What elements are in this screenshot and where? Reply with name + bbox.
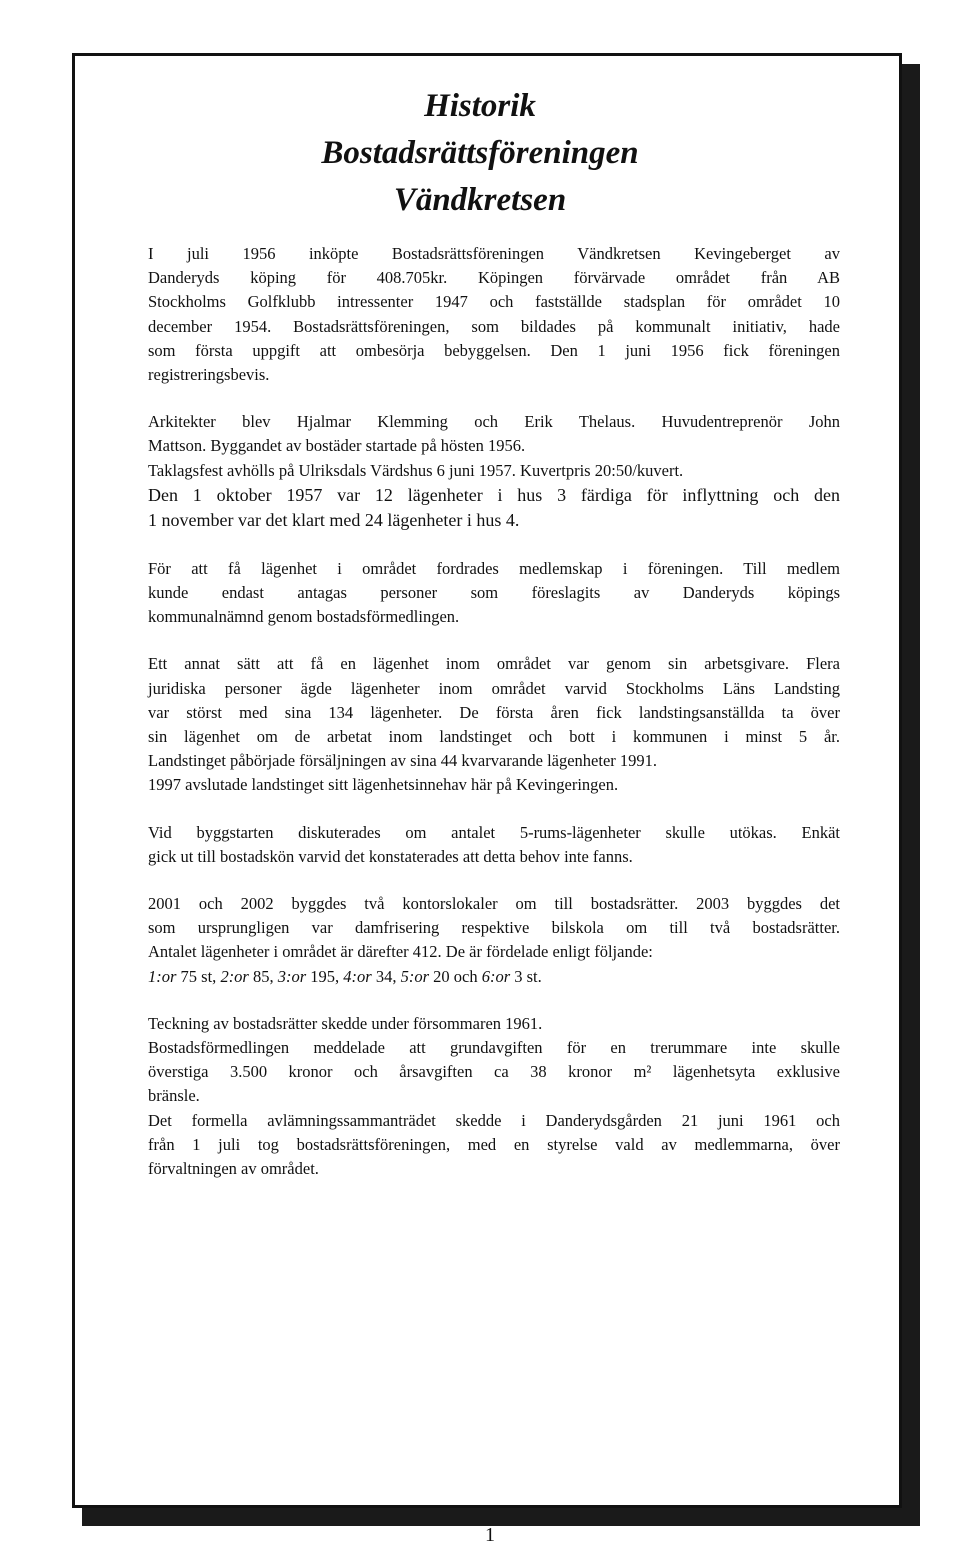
distribution-label: 4:or <box>343 966 372 986</box>
paragraph-membership <box>148 557 840 630</box>
paragraph-five-rooms <box>148 821 840 869</box>
text-line: Antalet lägenheter i området är därefter 412. De är fördelade enligt följande: <box>148 942 653 962</box>
distribution-label: 5:or <box>400 966 429 986</box>
title-line-1: Historik <box>424 88 536 124</box>
distribution-value: 75 st, <box>176 966 221 986</box>
distribution-label: 3:or <box>277 966 307 986</box>
text-line: Den 1 oktober 1957 var 12 lägenheter i hus 3 färdiga för inflyttning och den <box>148 484 840 505</box>
title-line-3: Vändkretsen <box>393 182 567 218</box>
distribution-value: 85, <box>248 966 278 986</box>
text-line: 2001 och 2002 byggdes två kontorslokaler om till bostadsrätter. 2003 byggdes det <box>148 894 840 914</box>
text-line: För att få lägenhet i området fordrades medlemskap i föreningen. Till medlem <box>148 558 840 578</box>
paragraph-conversions <box>148 892 840 989</box>
text-line: kunde endast antagas personer som föreslagits av Danderyds köpings <box>148 583 840 603</box>
text-line: I juli 1956 inköpte Bostadsrättsföreningen Vändkretsen Kevingeberget av <box>148 244 840 263</box>
document-body <box>148 242 840 1204</box>
text-line: Det formella avlämningssammanträdet skedde i Danderydsgården 21 juni 1961 och <box>148 1110 840 1130</box>
text-line: Taklagsfest avhölls på Ulriksdals Värdshus 6 juni 1957. Kuvertpris 20:50/kuvert. <box>148 460 684 480</box>
text-line: Teckning av bostadsrätter skedde under försommaren 1961. <box>148 1013 543 1033</box>
text-line: Ett annat sätt att få en lägenhet inom området var genom sin arbetsgivare. Flera <box>148 654 840 674</box>
text-line: Vid byggstarten diskuterades om antalet 5-rums-lägenheter skulle utökas. Enkät <box>148 822 840 842</box>
distribution-value: 195, <box>306 966 344 986</box>
text-line: juridiska personer ägde lägenheter inom området varvid Stockholms Läns Landsting <box>148 678 840 698</box>
text-line: Stockholms Golfklubb intressenter 1947 och fastställde stadsplan för området 10 <box>148 292 840 312</box>
distribution-value: 3 st. <box>510 966 542 986</box>
distribution-label: 1:or <box>148 966 177 986</box>
text-line: Landstinget påbörjade försäljningen av sina 44 kvarvarande lägenheter 1991. <box>148 751 658 771</box>
paragraph-purchase <box>148 242 840 387</box>
text-line: gick ut till bostadskön varvid det konstaterades att detta behov inte fanns. <box>148 846 633 866</box>
page-number: 1 <box>485 1524 495 1546</box>
text-line: som ursprungligen var damfrisering respektive bilskola om till två bostadsrätter. <box>148 918 840 938</box>
text-line: bränsle. <box>148 1086 200 1106</box>
text-line: var störst med sina 134 lägenheter. De första åren fick landstingsanställda ta över <box>148 702 840 722</box>
text-line: sin lägenhet om de arbetat inom landstinget och bott i kommunen i minst 5 år. <box>148 727 840 747</box>
apartment-distribution-line <box>148 965 840 989</box>
distribution-label: 2:or <box>220 966 249 986</box>
text-line: Danderyds köping för 408.705kr. Köpingen förvärvade området från AB <box>148 268 840 288</box>
text-line: förvaltningen av området. <box>148 1159 319 1179</box>
paragraph-architects <box>148 410 840 534</box>
distribution-label: 6:or <box>481 966 511 986</box>
distribution-value: 34, <box>371 966 401 986</box>
text-line: kommunalnämnd genom bostadsförmedlingen. <box>148 607 460 627</box>
text-line: Bostadsförmedlingen meddelade att grundavgiften för en trerummare inte skulle <box>148 1038 840 1058</box>
text-line: december 1954. Bostadsrättsföreningen, som bildades på kommunalt initiativ, hade <box>148 316 840 336</box>
title-line-2: Bostadsrättsföreningen <box>321 135 639 171</box>
text-line: som första uppgift att ombesörja bebyggelsen. Den 1 juni 1956 fick föreningen <box>148 340 840 360</box>
text-line: från 1 juli tog bostadsrättsföreningen, med en styrelse vald av medlemmarna, över <box>148 1134 840 1154</box>
text-line: 1 november var det klart med 24 lägenheter i hus 4. <box>148 510 520 531</box>
distribution-value: 20 och <box>429 966 482 986</box>
paragraph-employers <box>148 652 840 797</box>
text-line: överstiga 3.500 kronor och årsavgiften ca 38 kronor m² lägenhetsyta exklusive <box>148 1062 840 1082</box>
text-line: registreringsbevis. <box>148 365 270 385</box>
text-line: 1997 avslutade landstinget sitt lägenhetsinnehav här på Kevingeringen. <box>148 775 619 795</box>
text-line: Mattson. Byggandet av bostäder startade på hösten 1956. <box>148 436 526 456</box>
paragraph-subscription <box>148 1012 840 1181</box>
text-line: Arkitekter blev Hjalmar Klemming och Erik Thelaus. Huvudentreprenör John <box>148 412 840 432</box>
